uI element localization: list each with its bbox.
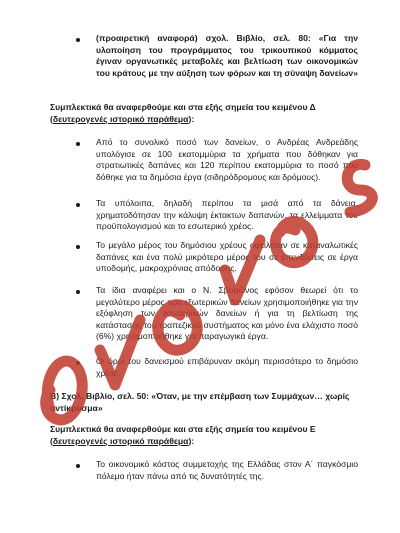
- bullet-dot: [76, 464, 80, 468]
- bullet-dot: [76, 245, 80, 249]
- heading-paren-close: ):: [188, 114, 195, 124]
- bullet-dot: [76, 142, 80, 146]
- list-item: Από το συνολικό ποσό των δανείων, ο Ανδρέας Ανδρεάδης υπολόγισε σε 100 εκατομμύρια τα χρήματα που δόθηκαν για στρατιωτικές δαπάνες και 120 περίπου εκατομμύρια το ποσό που δόθηκε για τα δημόσια έργα (σιδηρόδρομους και δρόμους).: [96, 137, 358, 182]
- bullet-dot: [76, 203, 80, 207]
- heading-main-text: Συμπλεκτικά θα αναφερθούμε και στα εξής σημεία του κειμένου Δ: [50, 102, 316, 112]
- bullet-dot: [76, 290, 80, 294]
- heading-main-text: Συμπλεκτικά θα αναφερθούμε και στα εξής σημεία του κειμένου Ε: [50, 424, 316, 434]
- list-item: Τα υπόλοιπα, δηλαδή περίπου τα μισά από τα δάνεια, χρηματοδότησαν την κάλυψη έκτακτων δαπανών, τα ελλείμματα του προϋπολογισμού και το εσωτερικό χρέος.: [96, 198, 358, 232]
- section-heading-d: [50, 101, 370, 125]
- heading-paren-open: (: [50, 436, 53, 446]
- intro-bullet: (προαιρετική αναφορά) σχολ. Βιβλίο, σελ. 80: «Για την υλοποίηση του προγράμματος του τρικουπικού κόμματος έγιναν οργανωτικές μεταβολές και βελτίωση των οικονομικών του κράτους με την αύξηση των φόρων και τη σύναψη δανείων»: [96, 33, 358, 78]
- list-item: Το μεγάλο μέρος του δημόσιου χρέους οφειλόταν σε καταναλωτικές δαπάνες και ένα πολύ μικρότερο μέρος του σε επενδύσεις σε έργα υποδομής, μακροχρόνιας απόδοσης.: [96, 240, 358, 274]
- list-item: Το οικονομικό κόστος συμμετοχής της Ελλάδας στον Α΄ παγκόσμιο πόλεμο ήταν πάνω από τις δυνατότητές της.: [96, 459, 358, 481]
- section-heading-b: Β) Σχολ. Βιβλίο, σελ. 50: «Όταν, με την επέμβαση των Συμμάχων… χωρίς αντίκρυσμα»: [50, 391, 350, 413]
- bullet-dot: [76, 361, 80, 365]
- bullet-dot: [76, 38, 80, 42]
- section-heading-e: [50, 423, 370, 447]
- list-item: Οι όροι του δανεισμού επιβάρυναν ακόμη περισσότερο το δημόσιο χρέος.: [96, 356, 358, 378]
- heading-paren-open: (: [50, 114, 53, 124]
- list-item: Τα ίδια αναφέρει και ο Ν. Σβορώνος εφόσον θεωρεί ότι το μεγαλύτερο μέρος των εξωτερικών δανείων χρησιμοποιήθηκε για την εξόφληση των εσωτερικών δανείων ή για τη βελτίωση της κατάστασης του τραπεζικού συστήματος και μόνο ένα ελάχιστο ποσό (6%) χρησιμοποιήθηκε για παραγωγικά έργα.: [96, 285, 358, 342]
- heading-paren-text: δευτερογενές ιστορικό παράθεμα: [52, 436, 189, 446]
- heading-paren-close: ):: [188, 436, 195, 446]
- heading-paren-text: δευτερογενές ιστορικό παράθεμα: [52, 114, 189, 124]
